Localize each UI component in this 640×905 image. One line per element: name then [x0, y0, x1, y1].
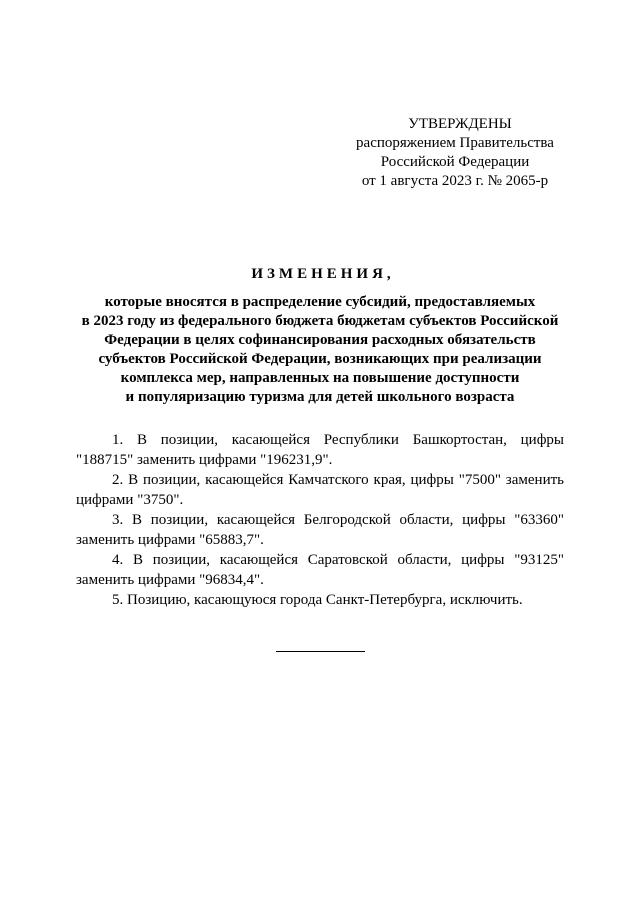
- subtitle-line: и популяризацию туризма для детей школьного возраста: [125, 389, 515, 405]
- amendment-text: 1. В позиции, касающейся Республики Башкортостан, цифры: [112, 432, 564, 448]
- subtitle-line: Федерации в целях софинансирования расходных обязательств: [104, 332, 536, 348]
- amendment-text-cont: заменить цифрами "65883,7".: [76, 532, 264, 548]
- end-separator-line: [276, 651, 365, 652]
- approval-line-country: Российской Федерации: [380, 154, 530, 170]
- amendment-text: 2. В позиции, касающейся Камчатского края, цифры "7500" заменить: [112, 472, 564, 488]
- approval-stamp: [345, 115, 565, 191]
- subtitle-line: субъектов Российской Федерации, возникающих при реализации: [98, 351, 542, 367]
- approval-line-authority: распоряжением Правительства: [356, 135, 554, 151]
- subtitle-line: в 2023 году из федерального бюджета бюджетам субъектов Российской: [81, 313, 559, 329]
- amendment-text: 3. В позиции, касающейся Белгородской области, цифры "63360": [112, 512, 564, 528]
- amendment-text-cont: заменить цифрами "96834,4".: [76, 572, 264, 588]
- approval-title: УТВЕРЖДЕНЫ: [408, 116, 512, 132]
- amendment-text: 5. Позицию, касающуюся города Санкт-Петербурга, исключить.: [112, 592, 523, 608]
- approval-line-date: от 1 августа 2023 г. № 2065-р: [361, 173, 549, 189]
- amendment-text: 4. В позиции, касающейся Саратовской области, цифры "93125": [112, 552, 564, 568]
- amendment-text-cont: цифрами "3750".: [76, 492, 184, 508]
- document-heading: ИЗМЕНЕНИЯ,: [251, 266, 395, 282]
- amendment-item-2: [76, 470, 564, 510]
- document-subtitle: [60, 293, 580, 407]
- amendment-item-4: [76, 550, 564, 590]
- subtitle-line: комплекса мер, направленных на повышение доступности: [120, 370, 520, 386]
- amendment-item-5: [76, 590, 564, 610]
- amendment-item-3: [76, 510, 564, 550]
- amendment-text-cont: "188715" заменить цифрами "196231,9".: [76, 452, 333, 468]
- amendment-list: [76, 430, 564, 610]
- subtitle-line: которые вносятся в распределение субсидий, предоставляемых: [104, 294, 536, 310]
- amendment-item-1: [76, 430, 564, 470]
